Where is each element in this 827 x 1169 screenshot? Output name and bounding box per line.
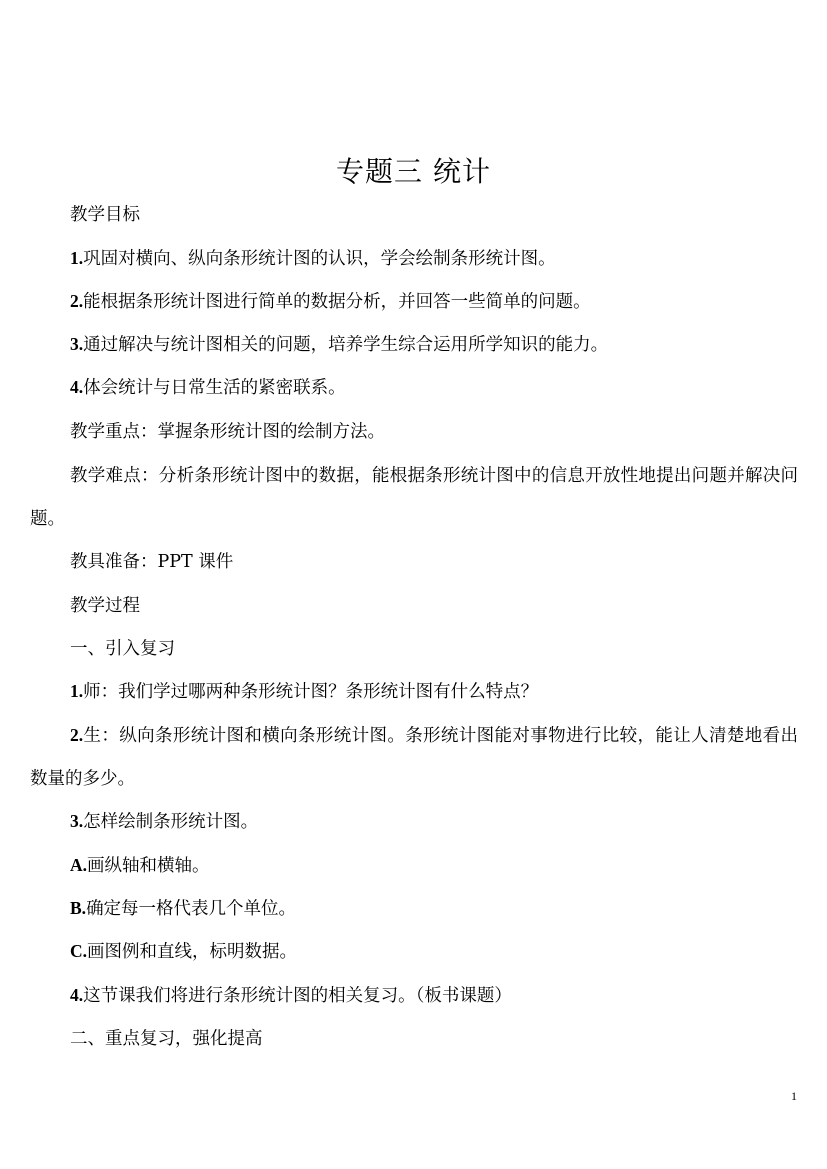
paragraph <box>30 800 798 844</box>
paragraph-prefix: 4. <box>70 377 84 397</box>
paragraph <box>30 887 798 931</box>
document-title: 专题三 统计 <box>336 155 491 188</box>
page-number: 1 <box>791 1089 797 1103</box>
paragraph <box>30 1017 798 1061</box>
paragraph-prefix: 2. <box>70 725 84 745</box>
paragraph <box>30 366 798 410</box>
paragraph-prefix: B. <box>70 898 87 918</box>
paragraph-text: 画纵轴和横轴。 <box>87 856 210 876</box>
paragraph-text: 确定每一格代表几个单位。 <box>86 899 297 919</box>
paragraph-text: 一、引入复习 <box>70 639 175 659</box>
paragraph-text: 体会统计与日常生活的紧密联系。 <box>83 378 346 398</box>
paragraph-text: 师：我们学过哪两种条形统计图？条形统计图有什么特点？ <box>83 682 539 702</box>
paragraph <box>30 930 798 974</box>
paragraph-text: 教学重点：掌握条形统计图的绘制方法。 <box>70 422 385 442</box>
paragraph <box>30 323 798 367</box>
paragraph-prefix: 1. <box>70 681 84 701</box>
paragraph-text: 通过解决与统计图相关的问题，培养学生综合运用所学知识的能力。 <box>83 335 609 355</box>
paragraph <box>30 280 798 324</box>
paragraph <box>30 974 798 1018</box>
paragraph-prefix: 3. <box>70 811 84 831</box>
paragraph-text: 这节课我们将进行条形统计图的相关复习。（板书课题） <box>83 986 512 1006</box>
paragraph-prefix: A. <box>70 855 88 875</box>
paragraph <box>30 410 798 454</box>
paragraph <box>30 714 798 801</box>
paragraph-text: 画图例和直线，标明数据。 <box>87 942 298 962</box>
paragraph-text: 教学难点：分析条形统计图中的数据，能根据条形统计图中的信息开放性地提出问题并解决问题。 <box>30 466 798 529</box>
paragraph-text: 二、重点复习，强化提高 <box>70 1029 263 1049</box>
paragraph-prefix: 1. <box>70 248 84 268</box>
paragraph-text: 怎样绘制条形统计图。 <box>83 812 259 832</box>
paragraph-text: 生：纵向条形统计图和横向条形统计图。条形统计图能对事物进行比较，能让人清楚地看出数量的多少。 <box>30 726 798 789</box>
paragraph-prefix: C. <box>70 941 88 961</box>
paragraph-prefix: 4. <box>70 985 84 1005</box>
paragraph-prefix: 3. <box>70 334 84 354</box>
paragraph <box>30 844 798 888</box>
paragraph-prefix: 2. <box>70 291 84 311</box>
paragraph <box>30 584 798 628</box>
paragraph-text: 能根据条形统计图进行简单的数据分析，并回答一些简单的问题。 <box>83 292 591 312</box>
paragraph <box>30 454 798 541</box>
paragraph-text: 教具准备：PPT 课件 <box>70 552 234 572</box>
paragraph-text: 教学过程 <box>70 596 140 616</box>
paragraph <box>30 540 798 584</box>
paragraph-text: 教学目标 <box>70 205 140 225</box>
paragraph <box>30 237 798 281</box>
paragraph <box>30 670 798 714</box>
paragraph <box>30 193 798 237</box>
paragraph-text: 巩固对横向、纵向条形统计图的认识，学会绘制条形统计图。 <box>83 249 556 269</box>
paragraph <box>30 627 798 671</box>
